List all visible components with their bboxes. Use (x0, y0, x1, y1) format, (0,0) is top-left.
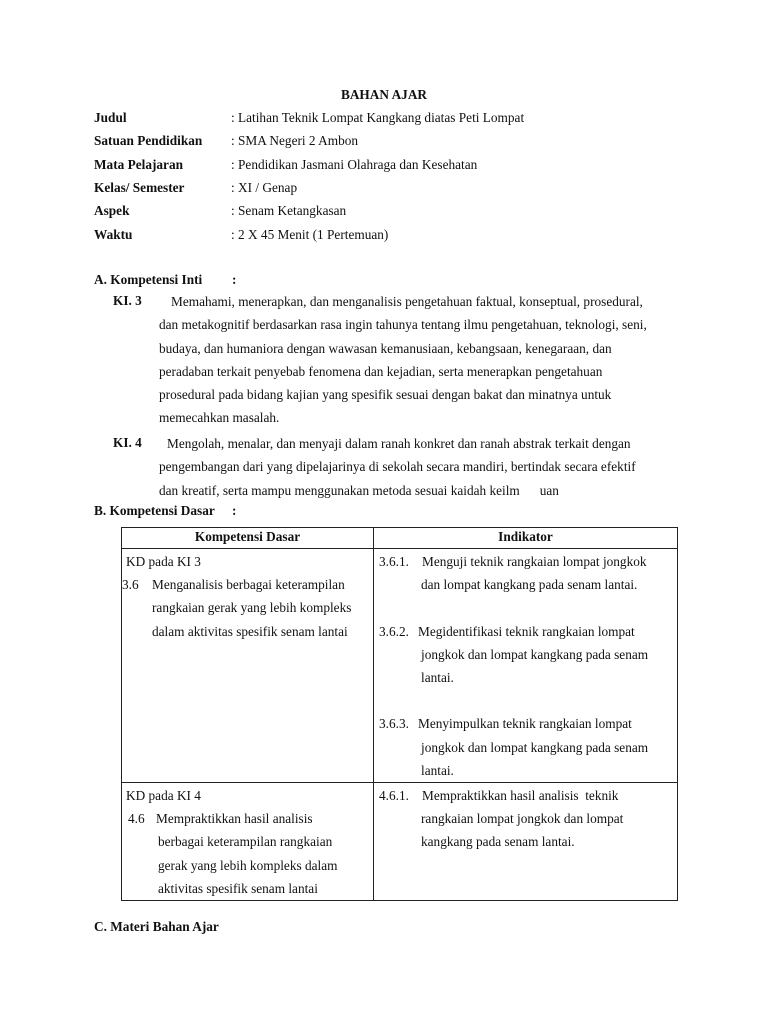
ki3-line: prosedural pada bidang kajian yang spesifik sesuai dengan bakat dan minatnya untuk (159, 387, 612, 403)
meta-label: Kelas/ Semester (94, 179, 185, 195)
kd-line: berbagai keterampilan rangkaian (158, 834, 333, 850)
meta-label: Satuan Pendidikan (94, 133, 203, 149)
ki4-line: pengembangan dari yang dipelajarinya di sekolah secara mandiri, bertindak secara efektif (159, 459, 636, 475)
indicator-number: 3.6.1. (379, 554, 409, 569)
kompetensi-table (121, 527, 678, 901)
table-header-kd: Kompetensi Dasar (122, 528, 374, 549)
indicator-text: jongkok dan lompat kangkang pada senam (421, 739, 649, 755)
meta-value: : SMA Negeri 2 Ambon (231, 133, 359, 149)
ki3-line: budaya, dan humaniora dengan wawasan kemanusiaan, kebangsaan, kenegaraan, dan (159, 340, 612, 356)
indicator-item (379, 550, 677, 573)
indicator-text: rangkaian lompat jongkok dan lompat (421, 811, 624, 827)
section-b-heading (94, 503, 237, 519)
table-row (122, 549, 678, 783)
ki3-line: memecahkan masalah. (159, 410, 280, 426)
indicator-text: Mempraktikkan hasil analisis teknik (422, 788, 619, 804)
kd-number: 4.6 (128, 811, 145, 827)
kd-cell-ki4 (122, 783, 374, 901)
kd-line (122, 573, 369, 596)
spacer (379, 596, 677, 619)
meta-row-aspek (94, 202, 694, 225)
ki3-line: Memahami, menerapkan, dan menganalisis pengetahuan faktual, konseptual, prosedural, (171, 294, 643, 309)
table-header-row (122, 528, 678, 549)
indicator-item (379, 620, 677, 643)
meta-value: : XI / Genap (231, 179, 298, 195)
indicator-number: 4.6.1. (379, 788, 409, 804)
indikator-cell-ki4 (374, 783, 678, 901)
meta-row-judul (94, 109, 694, 132)
indicator-text: dan lompat kangkang pada senam lantai. (421, 577, 638, 593)
meta-row-waktu (94, 226, 694, 249)
table-header-indikator: Indikator (374, 528, 678, 549)
meta-row-satuan (94, 132, 694, 155)
indicator-text: lantai. (421, 670, 454, 686)
meta-row-kelas (94, 179, 694, 202)
meta-label: Aspek (94, 203, 130, 219)
meta-label: Waktu (94, 226, 133, 242)
section-b-colon: : (232, 503, 237, 518)
kd-title: KD pada KI 3 (126, 554, 201, 569)
meta-value: : 2 X 45 Menit (1 Pertemuan) (231, 226, 389, 242)
indicator-text: Menguji teknik rangkaian lompat jongkok (422, 554, 647, 569)
ki4-text (159, 432, 675, 502)
meta-value: : Senam Ketangkasan (231, 203, 347, 219)
ki4-block (113, 434, 675, 504)
spacer (379, 689, 677, 712)
indicator-text: Megidentifikasi teknik rangkaian lompat (418, 623, 635, 639)
kd-cell-ki3 (122, 549, 374, 783)
kd-line: dalam aktivitas spesifik senam lantai (152, 623, 348, 639)
ki4-line: Mengolah, menalar, dan menyaji dalam ranah konkret dan ranah abstrak terkait dengan (167, 436, 631, 451)
ki3-line: dan metakognitif berdasarkan rasa ingin tahunya tentang ilmu pengetahuan, teknologi, seni, (159, 317, 647, 333)
kd-line (128, 807, 375, 830)
ki3-label: KI. 3 (113, 293, 142, 308)
indicator-number: 3.6.3. (379, 716, 409, 732)
ki3-block (113, 292, 675, 432)
page-title: BAHAN AJAR (340, 87, 428, 102)
meta-value: : Pendidikan Jasmani Olahraga dan Kesehatan (231, 156, 478, 172)
kd-text: Mempraktikkan hasil analisis (156, 811, 313, 827)
indicator-text: kangkang pada senam lantai. (421, 834, 575, 850)
ki3-line: peradaban terkait penyebab fenomena dan kejadian, serta menerapkan pengetahuan (159, 363, 603, 379)
kd-line: rangkaian gerak yang lebih kompleks (152, 600, 352, 616)
section-b-title: B. Kompetensi Dasar (94, 503, 215, 518)
section-a-title: A. Kompetensi Inti (94, 272, 203, 287)
meta-label: Mata Pelajaran (94, 156, 183, 172)
meta-row-mapel (94, 156, 694, 179)
table-row (122, 783, 678, 901)
ki4-label: KI. 4 (113, 435, 142, 450)
kd-text: Menganalisis berbagai keterampilan (152, 577, 345, 593)
meta-label: Judul (94, 110, 127, 125)
indikator-cell-ki3 (374, 549, 678, 783)
kd-line: gerak yang lebih kompleks dalam (158, 857, 338, 873)
indicator-item (379, 784, 677, 807)
indicator-number: 3.6.2. (379, 623, 409, 639)
ki3-text (159, 290, 675, 430)
indicator-item (379, 712, 677, 735)
section-a-colon: : (232, 272, 237, 287)
section-c-heading: C. Materi Bahan Ajar (94, 919, 219, 934)
kd-line: aktivitas spesifik senam lantai (158, 880, 318, 896)
indicator-text: jongkok dan lompat kangkang pada senam (421, 646, 649, 662)
kd-number: 3.6 (122, 577, 139, 593)
kd-title: KD pada KI 4 (126, 788, 201, 804)
meta-value: : Latihan Teknik Lompat Kangkang diatas Peti Lompat (231, 110, 525, 125)
indicator-text: lantai. (421, 762, 454, 778)
ki4-line: dan kreatif, serta mampu menggunakan metoda sesuai kaidah keilm uan (159, 482, 559, 498)
section-a-heading (94, 272, 237, 288)
indicator-text: Menyimpulkan teknik rangkaian lompat (418, 716, 632, 732)
